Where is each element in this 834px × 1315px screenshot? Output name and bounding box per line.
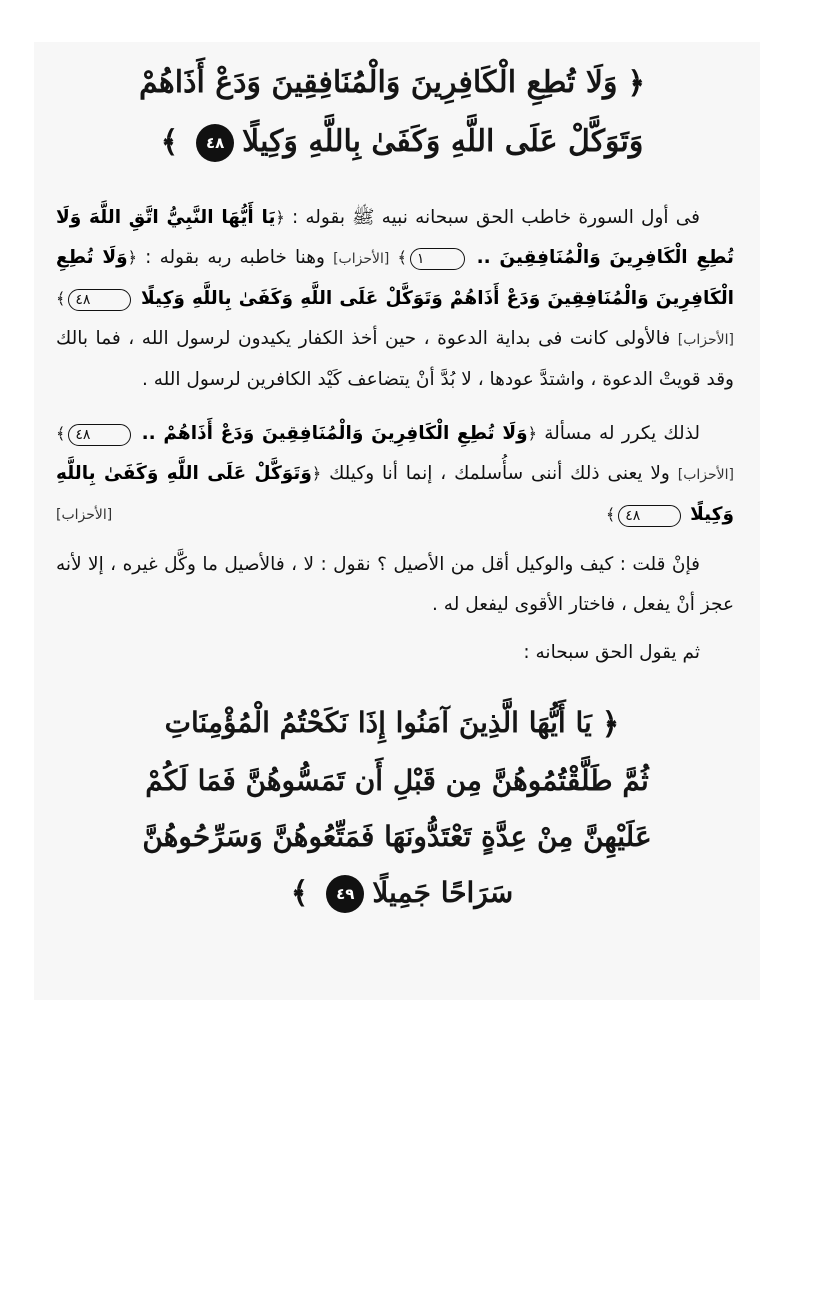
quran-quote: وَلَا تُطِعِ الْكَافِرِينَ وَالْمُنَافِقِينَ وَدَعْ أَذَاهُمْ وَتَوَكَّلْ عَلَى اللَّهِ وَكَفَىٰ بِاللَّهِ وَكِيلًا	[56, 247, 734, 309]
ornament-close-icon: ﴾	[160, 125, 179, 160]
verse-line: عَلَيْهِنَّ مِنْ عِدَّةٍ تَعْتَدُّونَهَا فَمَتِّعُوهُنَّ وَسَرِّحُوهُنَّ	[142, 819, 652, 853]
book-page	[34, 42, 760, 1000]
verse-number-mark: ٤٨	[618, 505, 681, 527]
verse-number-mark: ١	[410, 248, 466, 270]
quote-close-bracket: ﴾	[56, 289, 66, 308]
verse-number-mark: ٤٨	[68, 289, 131, 311]
surah-reference: [الأحزاب]	[677, 332, 734, 348]
verse-line	[34, 865, 760, 923]
prose-text: وهنا خاطبه ربه بقوله :	[145, 247, 325, 268]
quran-verse-top	[34, 42, 760, 172]
quran-quote: وَلَا تُطِعِ الْكَافِرِينَ وَالْمُنَافِقِينَ وَدَعْ أَذَاهُمْ ..	[141, 423, 528, 444]
quran-quote: يَا أَيُّهَا النَّبِيُّ اتَّقِ اللَّهَ وَلَا تُطِعِ الْكَافِرِينَ وَالْمُنَافِقِينَ ..	[56, 207, 734, 268]
verse-line	[34, 54, 760, 113]
prose-text: لذلك يكرر له مسألة	[544, 423, 700, 444]
paragraph-1	[34, 198, 760, 400]
verse-text: سَرَاحًا جَمِيلًا	[372, 875, 514, 909]
quote-open-bracket: ﴿	[127, 248, 137, 267]
ayah-number-badge: ٤٨	[196, 124, 234, 162]
quote-close-bracket: ﴾	[605, 505, 616, 524]
quote-open-bracket: ﴿	[527, 424, 538, 443]
verse-line	[34, 695, 760, 753]
quote-close-bracket: ﴾	[56, 424, 66, 443]
quran-verse-bottom	[34, 673, 760, 922]
verse-line: ثُمَّ طَلَّقْتُمُوهُنَّ مِن قَبْلِ أَن تَمَسُّوهُنَّ فَمَا لَكُمْ	[145, 763, 649, 797]
verse-text: وَتَوَكَّلْ عَلَى اللَّهِ وَكَفَىٰ بِاللَّهِ وَكِيلًا	[242, 124, 644, 159]
quote-open-bracket: ﴿	[275, 208, 285, 227]
ornament-close-icon: ﴾	[290, 876, 309, 911]
prose-text: فى أول السورة خاطب الحق سبحانه نبيه ﷺ بقوله :	[291, 207, 700, 228]
surah-reference: [الأحزاب]	[333, 251, 390, 267]
ornament-open-icon: ﴿	[627, 66, 646, 101]
surah-reference: [الأحزاب]	[677, 467, 734, 483]
prose-text: فالأولى كانت فى بداية الدعوة ، حين أخذ الكفار يكيدون لرسول الله ، فما بالك وقد قويتْ الدعوة ، واشتدَّ عودها ، لا بُدَّ أنْ يتضاعف كَيْد الكافرين لرسول الله .	[56, 328, 734, 390]
surah-reference: [الأحزاب]	[56, 507, 113, 523]
verse-text: وَلَا تُطِعِ الْكَافِرِينَ وَالْمُنَافِقِينَ وَدَعْ أَذَاهُمْ	[138, 65, 618, 100]
quote-close-bracket: ﴾	[397, 248, 407, 267]
ornament-open-icon: ﴿	[601, 706, 620, 742]
paragraph-4: ثم يقول الحق سبحانه :	[523, 642, 700, 663]
prose-text: ولا يعنى ذلك أننى سأُسلمك ، إنما أنا وكيلك	[329, 463, 670, 484]
quote-open-bracket: ﴿	[311, 464, 322, 483]
quran-quote: وَتَوَكَّلْ عَلَى اللَّهِ وَكَفَىٰ بِاللَّهِ وَكِيلًا	[56, 463, 734, 525]
verse-line	[34, 113, 760, 172]
paragraph-2	[34, 414, 760, 535]
paragraph-3: فإنْ قلت : كيف والوكيل أقل من الأصيل ؟ نقول : لا ، فالأصيل ما وكَّل غيره ، إلا لأنه عجز أنْ يفعل ، فاختار الأقوى ليفعل له .	[56, 554, 734, 615]
ayah-number-badge: ٤٩	[326, 875, 364, 913]
verse-number-mark: ٤٨	[68, 424, 131, 446]
verse-text: يَا أَيُّهَا الَّذِينَ آمَنُوا إِذَا نَكَحْتُمُ الْمُؤْمِنَاتِ	[164, 706, 592, 739]
